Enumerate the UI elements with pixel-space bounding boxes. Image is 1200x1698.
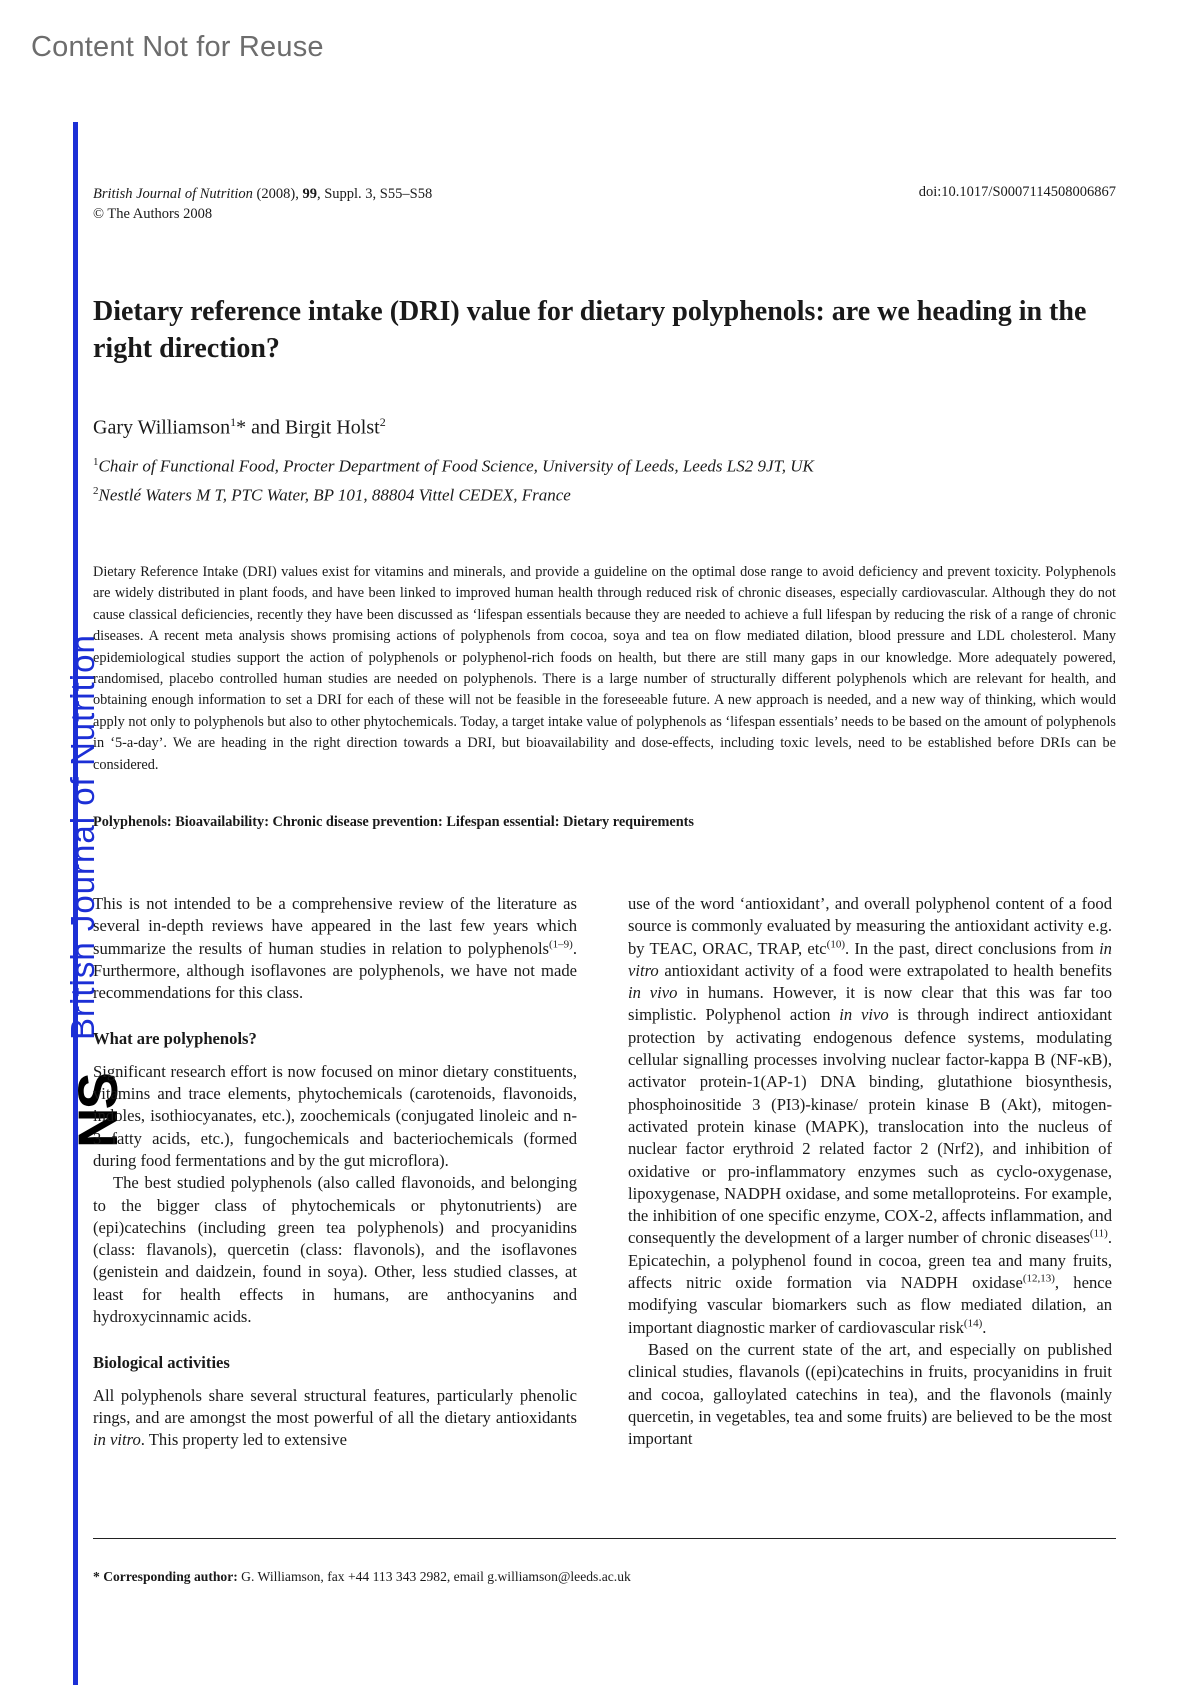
author-list: [93, 415, 386, 440]
citation-ref: (14): [963, 1317, 983, 1330]
affiliation: [93, 479, 814, 508]
ns-logo: NS: [66, 1074, 129, 1148]
citation-ref: (12,13): [1022, 1272, 1055, 1285]
header-doi: doi:10.1017/S0007114508006867: [918, 184, 1116, 200]
body-column-left: [93, 893, 577, 1452]
citation-header: [93, 184, 432, 224]
author-name: Birgit Holst: [285, 416, 380, 439]
corresponding-footnote: [93, 1569, 631, 1585]
author-affil-mark: 2: [379, 415, 386, 429]
affiliation-text: Chair of Functional Food, Procter Department of Food Science, University of Leeds, Leeds LS2 9JT, UK: [98, 456, 814, 476]
section-heading: Biological activities: [93, 1353, 230, 1373]
body-column-right: [628, 893, 1112, 1450]
author-name: Gary Williamson: [93, 416, 231, 439]
header-copyright: © The Authors 2008: [93, 206, 213, 222]
author-conjunction: and: [246, 416, 286, 439]
intro-paragraph: This is not intended to be a comprehensive review of the literature as several in-depth reviews have appeared in the last few years which summarize the results of human studies in relation to polyphenols$^{(1-9)}$. Furthermore, although isoflavones are polyphenols, we have not made recommendations for this class.: [93, 894, 577, 1003]
footnote-label: * Corresponding author:: [93, 1569, 238, 1584]
header-journal: British Journal of Nutrition: [93, 186, 253, 202]
body-paragraph: Significant research effort is now focused on minor dietary constituents, vitamins and trace elements, phytochemicals (carotenoids, flavonoids, indoles, isothiocyanates, etc.), zoochemicals (conjugated linoleic and n-3 fatty acids, etc.), fungochemicals and bacteriochemicals (formed during food fermentations and by the gut microflora).: [93, 1061, 577, 1170]
footnote-rule: [93, 1538, 1116, 1539]
body-paragraph: Based on the current state of the art, and especially on published clinical studies, flavanols ((epi)catechins in fruits, procyanidins in fruit and cocoa, galloylated catechins in tea), and the flavonols (mainly quercetin, in vegetables, tea and some fruits) are believed to be the most important: [628, 1339, 1112, 1449]
body-paragraph: The best studied polyphenols (also called flavonoids, and belonging to the bigger class of phytochemicals or phytonutrients) are (epi)catechins (including green tea polyphenols) and procyanidins (class: flavanols), quercetin (class: flavonols), and the isoflavones (genistein and daidzein, found in soya). Other, less studied classes, at least for health effects in humans, are anthocyanins and hydroxycinnamic acids.: [93, 1173, 577, 1327]
affiliations: [93, 450, 814, 507]
citation-ref: (1–9): [549, 938, 573, 951]
citation-ref: (10): [826, 938, 845, 951]
body-paragraph: use of the word ‘antioxidant’, and overall polyphenol content of a food source is commonly evaluated by measuring the antioxidant activity e.g. by TEAC, ORAC, TRAP, etc$^{(10)}$. In the past, direct conclusions from in vitro antioxidant activity of a food were extrapolated to health benefits in vivo in humans. However, it is now clear that this was far too simplistic. Polyphenol action in vivo is through indirect antioxidant protection by activating endogenous defence systems, modulating cellular signalling processes involving nuclear factor-kappa B (NF-κB), activator protein-1(AP-1) DNA binding, glutathione biosynthesis, phosphoinositide 3 (PI3)-kinase/ protein kinase B (Akt), mitogen-activated protein kinase (MAPK), translocation into the nucleus of nuclear factor erythroid 2 related factor 2 (Nrf2), and inhibition of oxidative or pro-inflammatory enzymes such as cyclo-oxygenase, lipoxygenase, NADPH oxidase, and some metalloproteins. For example, the inhibition of one specific enzyme, COX-2, affects inflammation, and consequently the development of a larger number of chronic diseases$^{(11)}$. Epicatechin, a polyphenol found in cocoa, green tea and many fruits, affects nitric oxide formation via NADPH oxidase$^{(12,13)}$, hence modifying vascular biomarkers such as flow mediated dilation, an important diagnostic marker of cardiovascular risk$^{(14)}$.: [628, 894, 1112, 1337]
author-affil-mark: 1: [230, 415, 237, 429]
affiliation-text: Nestlé Waters M T, PTC Water, BP 101, 88804 Vittel CEDEX, France: [98, 485, 571, 505]
watermark: Content Not for Reuse: [31, 31, 324, 63]
abstract: Dietary Reference Intake (DRI) values exist for vitamins and minerals, and provide a guideline on the optimal dose range to avoid deficiency and prevent toxicity. Polyphenols are widely distributed in plant foods, and have been linked to improved human health through reduced risk of chronic diseases, especially cardiovascular. Although they do not cause classical deficiencies, recently they have been discussed as ‘lifespan essentials because they are needed to achieve a full lifespan by reducing the risk of a range of chronic diseases. A recent meta analysis shows promising actions of polyphenols from cocoa, soya and tea on flow mediated dilation, blood pressure and LDL cholesterol. Many epidemiological studies support the action of polyphenols or polyphenol-rich foods on health, but there are still many gaps in our knowledge. More adequately powered, randomised, placebo controlled human studies are needed on polyphenols. There is a large number of structurally different polyphenols which are relevant for health, and obtaining enough information to set a DRI for each of these will not be feasible in the foreseeable future. A new approach is needed, and a new way of thinking, which would apply not only to polyphenols but also to other phytochemicals. Today, a target intake value of polyphenols as ‘lifespan essentials’ needs to be based on the amount of polyphenols in ‘5-a-day’. We are heading in the right direction towards a DRI, but bioavailability and dose-effects, including toxic levels, need to be established before DRIs can be considered.: [93, 564, 1116, 773]
paper-title: Dietary reference intake (DRI) value for dietary polyphenols: are we heading in the right direction?: [93, 296, 1087, 364]
section-heading: What are polyphenols?: [93, 1029, 257, 1049]
side-journal-name: British Journal of Nutrition: [64, 634, 101, 1040]
header-volume: 99: [302, 186, 317, 202]
corresponding-mark: *: [236, 416, 247, 439]
footnote-text: G. Williamson, fax +44 113 343 2982, email g.williamson@leeds.ac.uk: [237, 1569, 631, 1584]
header-year: (2008),: [256, 186, 299, 202]
affiliation: [93, 450, 814, 479]
header-pages: , Suppl. 3, S55–S58: [316, 186, 433, 202]
keywords: Polyphenols: Bioavailability: Chronic disease prevention: Lifespan essential: Dietary requirements: [93, 814, 694, 830]
affiliation-number: 1: [93, 456, 99, 468]
affiliation-number: 2: [93, 484, 99, 497]
citation-ref: (11): [1089, 1227, 1108, 1240]
body-paragraph: All polyphenols share several structural features, particularly phenolic rings, and are amongst the most powerful of all the dietary antioxidants in vitro. This property led to extensive: [93, 1385, 577, 1450]
